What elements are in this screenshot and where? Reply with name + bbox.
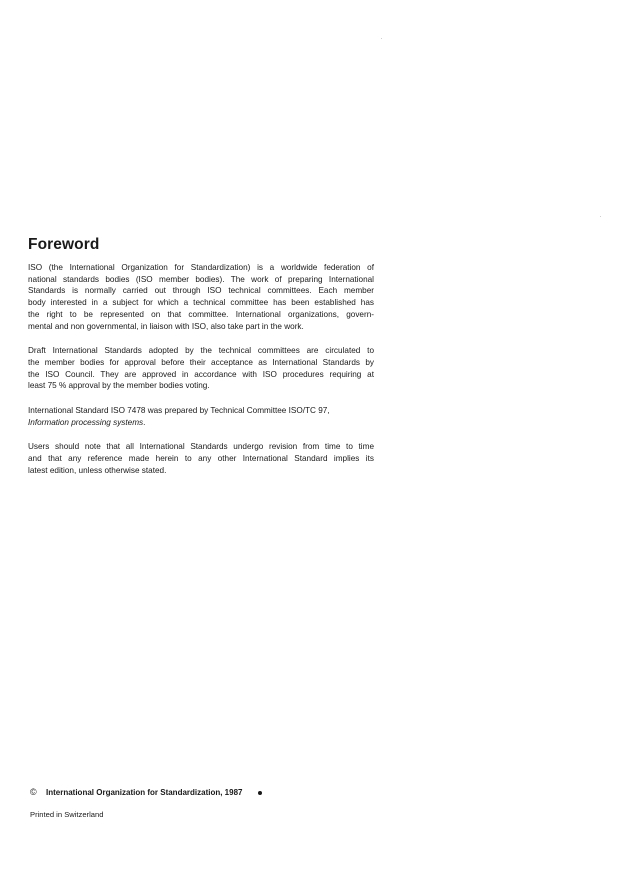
bullet-icon <box>258 791 262 795</box>
page-footer <box>30 787 262 820</box>
scan-speck <box>600 216 601 217</box>
text-line <box>28 417 374 429</box>
text-line: national standards bodies (ISO member bodies). The work of preparing International <box>28 274 374 284</box>
scan-speck <box>381 38 382 39</box>
sentence-period: . <box>143 417 146 427</box>
text-line: Draft International Standards adopted by the technical committees are circulated to <box>28 346 374 356</box>
copyright-icon: © <box>30 787 37 797</box>
page-title: Foreword <box>28 236 100 253</box>
paragraph-revision-note <box>28 441 374 476</box>
text-line: International Standard ISO 7478 was prepared by Technical Committee ISO/TC 97, <box>28 406 330 416</box>
copyright-line <box>30 787 262 798</box>
text-line: and that any reference made herein to any other International Standard implies its <box>28 454 374 464</box>
paragraph-prepared-by <box>28 405 374 428</box>
committee-title: Information processing systems <box>28 417 144 427</box>
paragraph-iso-intro <box>28 262 374 332</box>
text-line: Standards is normally carried out through ISO technical committees. Each member <box>28 286 374 296</box>
text-line: latest edition, unless otherwise stated. <box>28 465 167 475</box>
text-line: the ISO Council. They are approved in accordance with ISO procedures requiring at <box>28 369 374 379</box>
printed-in: Printed in Switzerland <box>30 810 104 819</box>
text-line: the member bodies for approval before their acceptance as International Standards by <box>28 357 374 367</box>
text-line: body interested in a subject for which a technical committee has been established has <box>28 298 374 308</box>
text-line: least 75 % approval by the member bodies voting. <box>28 381 210 391</box>
paragraph-draft-standards <box>28 345 374 392</box>
foreword-body <box>28 262 374 490</box>
text-line: mental and non governmental, in liaison with ISO, also take part in the work. <box>28 321 304 331</box>
text-line: the right to be represented on that committee. International organizations, govern- <box>28 309 374 319</box>
copyright-text: International Organization for Standardization, 1987 <box>46 788 243 797</box>
text-line: Users should note that all International Standards undergo revision from time to time <box>28 442 374 452</box>
text-line: ISO (the International Organization for Standardization) is a worldwide federation of <box>28 263 374 272</box>
